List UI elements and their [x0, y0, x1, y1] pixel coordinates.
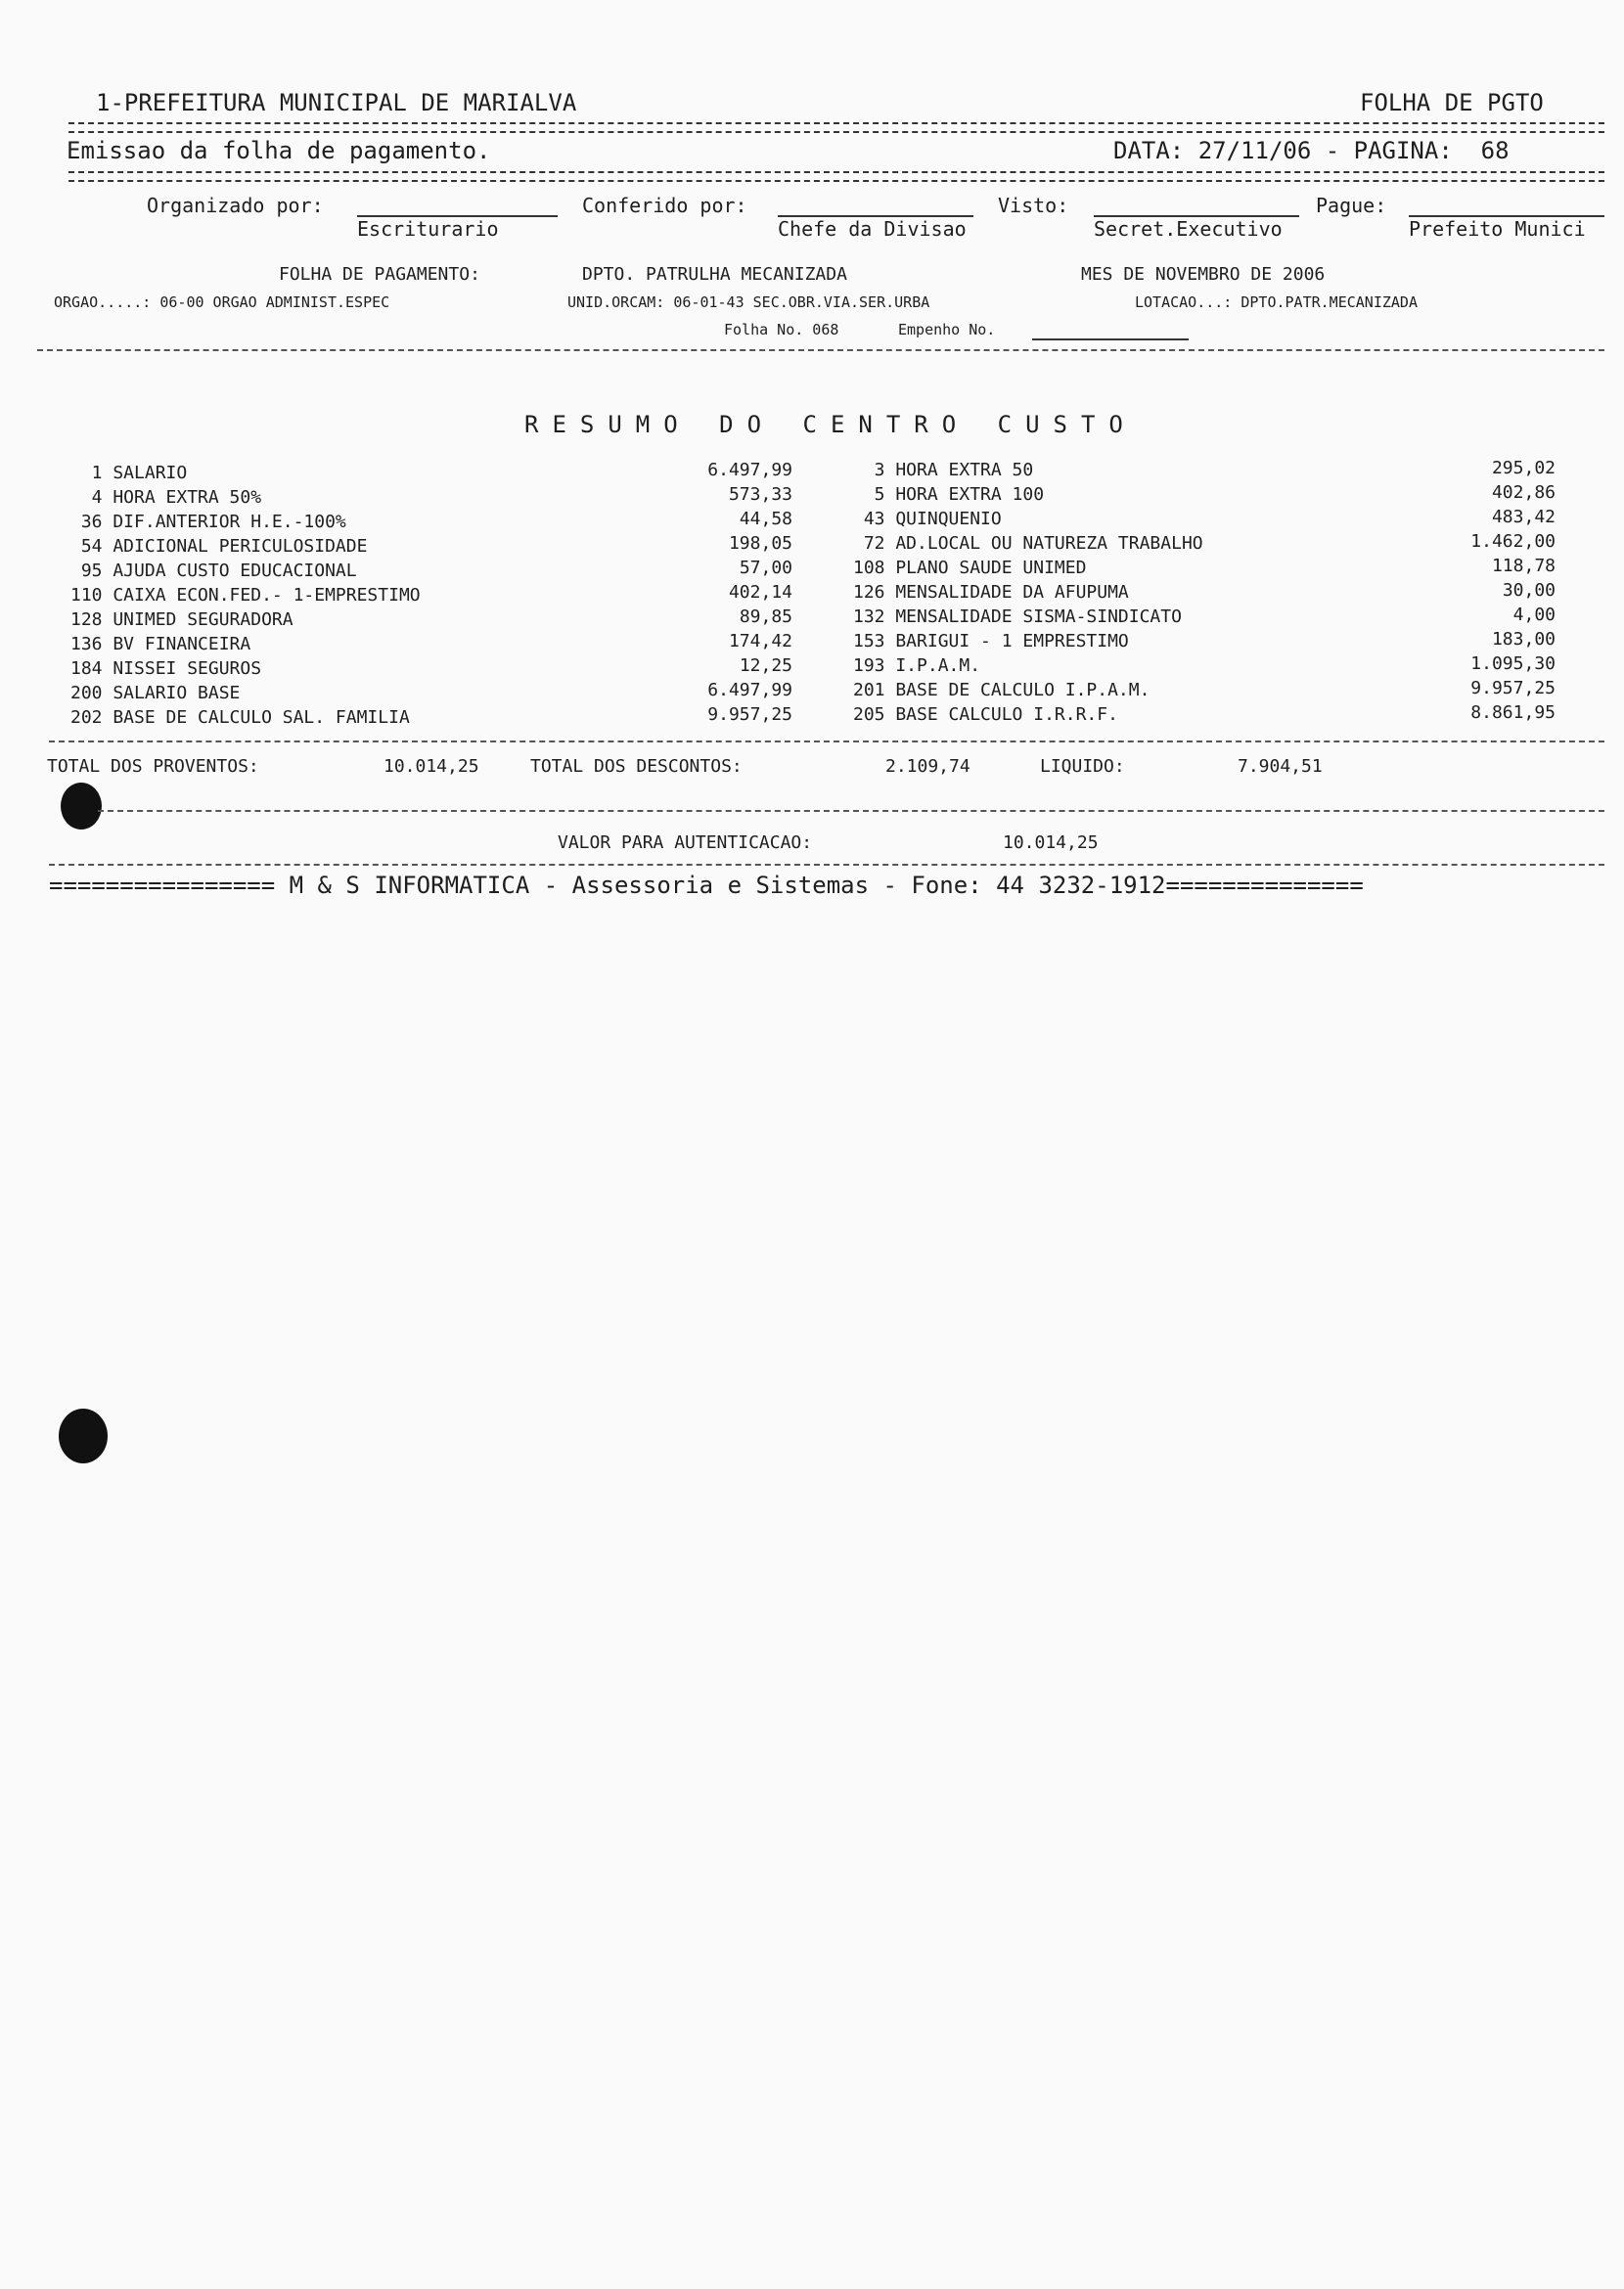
liquido-value: 7.904,51 — [1238, 756, 1323, 777]
right-item-value: 295,02 — [1491, 458, 1556, 478]
left-item-value: 57,00 — [739, 558, 792, 578]
dashed-rule — [37, 349, 1604, 351]
footer-line: ================ M & S INFORMATICA - Assessoria e Sistemas - Fone: 44 3232-1912============== — [49, 872, 1364, 899]
right-item-value: 183,00 — [1491, 629, 1556, 650]
right-item-label: 72 AD.LOCAL OU NATUREZA TRABALHO — [853, 533, 1203, 554]
org-name: 1-PREFEITURA MUNICIPAL DE MARIALVA — [96, 89, 577, 116]
unid-orcam-line: UNID.ORCAM: 06-01-43 SEC.OBR.VIA.SER.URBA — [567, 293, 930, 311]
right-item-label: 3 HORA EXTRA 50 — [853, 460, 1034, 480]
organizado-label: Organizado por: — [147, 194, 324, 217]
reference-month: MES DE NOVEMBRO DE 2006 — [1081, 264, 1326, 285]
double-rule — [68, 122, 1604, 133]
proventos-label: TOTAL DOS PROVENTOS: — [47, 756, 259, 777]
left-item-label: 136 BV FINANCEIRA — [70, 634, 251, 654]
conferido-role: Chefe da Divisao — [778, 217, 967, 241]
right-item-label: 132 MENSALIDADE SISMA-SINDICATO — [853, 606, 1182, 627]
left-item-value: 198,05 — [728, 533, 792, 554]
descontos-label: TOTAL DOS DESCONTOS: — [530, 756, 743, 777]
left-item-value: 44,58 — [739, 509, 792, 529]
left-item-value: 573,33 — [728, 484, 792, 505]
orgao-line: ORGAO.....: 06-00 ORGAO ADMINIST.ESPEC — [54, 293, 390, 311]
summary-title: RESUMO DO CENTRO CUSTO — [524, 411, 1137, 438]
visto-role: Secret.Executivo — [1094, 217, 1283, 241]
left-item-value: 89,85 — [739, 606, 792, 627]
left-item-value: 9.957,25 — [707, 704, 792, 725]
right-item-label: 205 BASE CALCULO I.R.R.F. — [853, 704, 1118, 725]
right-item-value: 1.462,00 — [1470, 531, 1556, 552]
right-item-label: 201 BASE DE CALCULO I.P.A.M. — [853, 680, 1150, 700]
left-item-value: 6.497,99 — [707, 680, 792, 700]
proventos-value: 10.014,25 — [383, 756, 479, 777]
pague-label: Pague: — [1316, 194, 1387, 217]
right-item-label: 108 PLANO SAUDE UNIMED — [853, 558, 1087, 578]
right-item-value: 1.095,30 — [1470, 653, 1556, 674]
right-item-value: 402,86 — [1491, 482, 1556, 503]
right-item-value: 30,00 — [1502, 580, 1556, 601]
punch-hole-dot — [59, 1409, 108, 1463]
left-item-value: 12,25 — [739, 655, 792, 676]
organizado-role: Escriturario — [357, 217, 499, 241]
left-item-label: 184 NISSEI SEGUROS — [70, 658, 262, 679]
folha-number: Folha No. 068 — [724, 321, 839, 338]
right-item-label: 193 I.P.A.M. — [853, 655, 981, 676]
descontos-value: 2.109,74 — [885, 756, 970, 777]
visto-label: Visto: — [998, 194, 1069, 217]
dashed-rule — [49, 864, 1604, 866]
folha-label: FOLHA DE PAGAMENTO: — [279, 264, 480, 285]
pague-role: Prefeito Munici — [1409, 217, 1586, 241]
right-item-value: 118,78 — [1491, 556, 1556, 576]
right-item-value: 483,42 — [1491, 507, 1556, 527]
left-item-label: 200 SALARIO BASE — [70, 683, 241, 703]
left-item-label: 54 ADICIONAL PERICULOSIDADE — [70, 536, 368, 557]
right-item-value: 9.957,25 — [1470, 678, 1556, 698]
dashed-rule — [49, 741, 1604, 742]
left-item-label: 4 HORA EXTRA 50% — [70, 487, 262, 508]
right-item-label: 5 HORA EXTRA 100 — [853, 484, 1045, 505]
left-item-label: 95 AJUDA CUSTO EDUCACIONAL — [70, 561, 357, 581]
left-item-label: 110 CAIXA ECON.FED.- 1-EMPRESTIMO — [70, 585, 421, 606]
authentication-value: 10.014,25 — [1003, 832, 1099, 853]
date-page: DATA: 27/11/06 - PAGINA: 68 — [1113, 137, 1510, 164]
left-item-value: 6.497,99 — [707, 460, 792, 480]
page-subtitle: Emissao da folha de pagamento. — [67, 137, 491, 164]
right-item-value: 4,00 — [1512, 605, 1556, 625]
doc-type: FOLHA DE PGTO — [1360, 89, 1544, 116]
lotacao-line: LOTACAO...: DPTO.PATR.MECANIZADA — [1135, 293, 1418, 311]
right-item-value: 8.861,95 — [1470, 702, 1556, 723]
left-item-value: 174,42 — [728, 631, 792, 651]
left-item-value: 402,14 — [728, 582, 792, 603]
right-item-label: 126 MENSALIDADE DA AFUPUMA — [853, 582, 1129, 603]
left-item-label: 202 BASE DE CALCULO SAL. FAMILIA — [70, 707, 410, 728]
liquido-label: LIQUIDO: — [1040, 756, 1125, 777]
left-item-label: 1 SALARIO — [70, 463, 188, 483]
double-rule — [68, 171, 1604, 182]
left-item-label: 36 DIF.ANTERIOR H.E.-100% — [70, 512, 346, 532]
right-item-label: 43 QUINQUENIO — [853, 509, 1002, 529]
right-item-label: 153 BARIGUI - 1 EMPRESTIMO — [853, 631, 1129, 651]
conferido-label: Conferido por: — [582, 194, 747, 217]
empenho-line — [1032, 338, 1189, 340]
punch-hole-dot — [61, 783, 102, 830]
empenho-label: Empenho No. — [898, 321, 996, 338]
dashed-rule — [98, 810, 1604, 812]
left-item-label: 128 UNIMED SEGURADORA — [70, 609, 293, 630]
authentication-label: VALOR PARA AUTENTICACAO: — [558, 832, 813, 853]
department: DPTO. PATRULHA MECANIZADA — [582, 264, 847, 285]
